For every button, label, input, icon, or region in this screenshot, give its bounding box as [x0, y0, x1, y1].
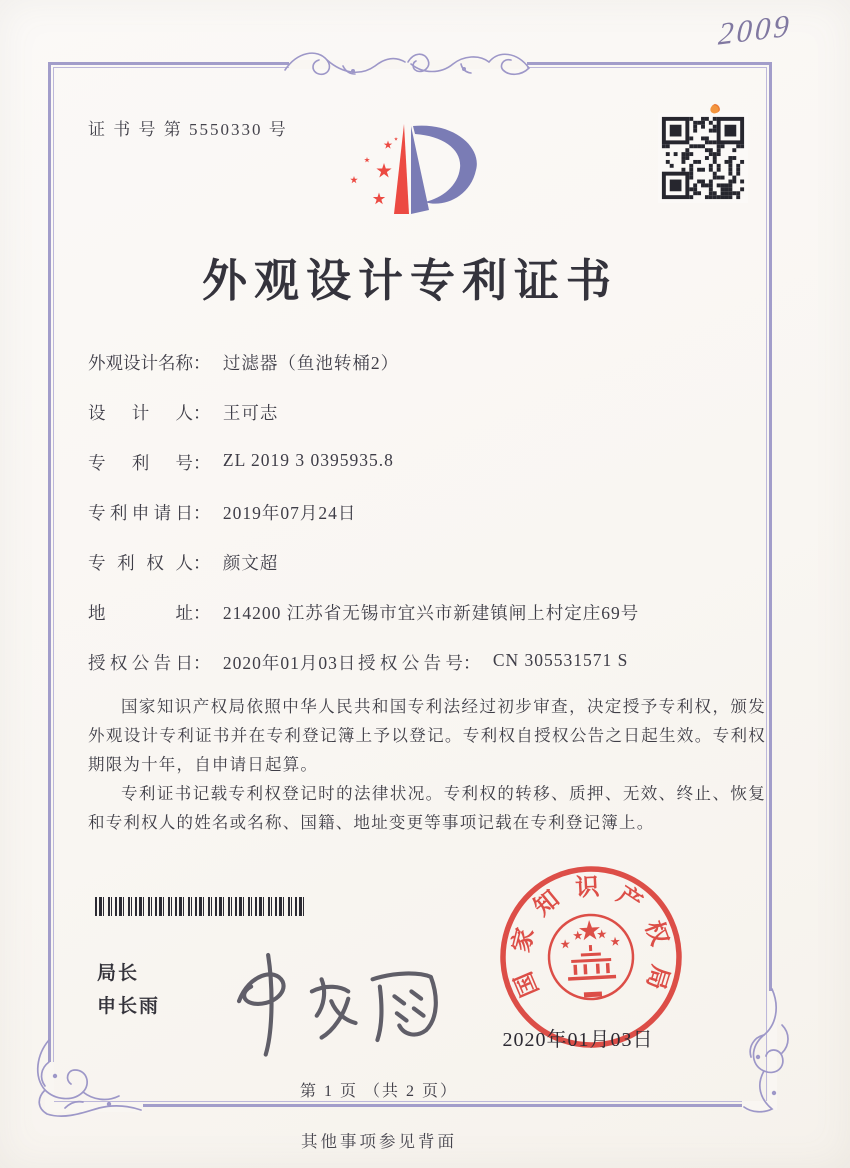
grant-number-label: 授权公告号: [358, 653, 463, 673]
svg-text:知: 知: [529, 886, 565, 922]
svg-text:产: 产: [611, 881, 647, 917]
field-value: 颜文超: [222, 553, 279, 573]
certificate-title: 外观设计专利证书: [201, 256, 618, 306]
field-label: 专利号: [88, 453, 193, 473]
commissioner-title: 局长: [97, 963, 140, 984]
field-value: ZL 2019 3 0395935.8: [222, 450, 394, 470]
field-colon: ：: [193, 653, 211, 673]
footer-note: 其他事项参见背面: [301, 1132, 457, 1151]
grant-number-value: CN 305531571 S: [492, 650, 629, 670]
field-patentee: [88, 550, 278, 575]
commissioner-signature-icon: [205, 938, 460, 1040]
svg-text:家: 家: [508, 925, 540, 956]
field-label: 专利申请日: [88, 503, 193, 523]
field-colon: ：: [193, 553, 211, 573]
cnipa-logo-icon: [330, 110, 530, 230]
qr-code-icon: [658, 113, 748, 203]
top-scroll-ornament-icon: [283, 40, 533, 90]
field-label: 外观设计名称: [88, 353, 193, 373]
legal-text: [88, 692, 766, 837]
field-value: 214200 江苏省无锡市宜兴市新建镇闸上村定庄69号: [222, 603, 640, 623]
field-label: 地址: [88, 603, 193, 623]
field-colon: ：: [193, 453, 211, 473]
bottom-right-scroll-ornament-icon: [738, 985, 814, 1117]
grant-date-value: 2020年01月03日: [222, 653, 357, 673]
svg-text:局: 局: [641, 961, 673, 993]
seal-date: 2020年01月03日: [502, 1029, 654, 1051]
handwritten-note: 2009: [717, 7, 793, 52]
field-label: 设计人: [88, 403, 193, 423]
svg-text:国: 国: [510, 967, 545, 1001]
field-filing-date: [88, 500, 356, 525]
field-design-name: [88, 350, 399, 375]
legal-paragraph-2: 专利证书记载专利权登记时的法律状况。专利权的转移、质押、无效、终止、恢复和专利权人的姓名或名称、国籍、地址变更等事项记载在专利登记簿上。: [88, 784, 766, 832]
field-designer: [88, 400, 278, 425]
field-colon: ：: [193, 503, 211, 523]
field-label: 专利权人: [88, 553, 193, 573]
field-colon: ：: [193, 603, 211, 623]
field-address: [88, 600, 639, 625]
grant-date-label: 授权公告日: [88, 653, 193, 673]
field-value: 2019年07月24日: [222, 503, 357, 523]
field-value: 过滤器（鱼池转桶2）: [222, 353, 400, 373]
svg-text:权: 权: [639, 917, 673, 950]
legal-paragraph-1: 国家知识产权局依照中华人民共和国专利法经过初步审查，决定授予专利权，颁发外观设计专利证书并在专利登记簿上予以登记。专利权自授权公告之日起生效。专利权期限为十年，自申请日起算。: [88, 697, 766, 774]
field-colon: ：: [463, 653, 481, 673]
barcode-icon: [95, 897, 307, 916]
field-colon: ：: [193, 353, 211, 373]
field-patent-number: [88, 450, 394, 475]
svg-text:识: 识: [574, 874, 601, 902]
field-colon: ：: [193, 403, 211, 423]
field-grant-row: [88, 650, 629, 675]
field-value: 王可志: [222, 403, 279, 423]
certificate-number: 证 书 号 第 5550330 号: [88, 120, 288, 139]
page-number: 第 1 页 （共 2 页）: [299, 1083, 458, 1100]
commissioner-name: 申长雨: [97, 996, 161, 1017]
